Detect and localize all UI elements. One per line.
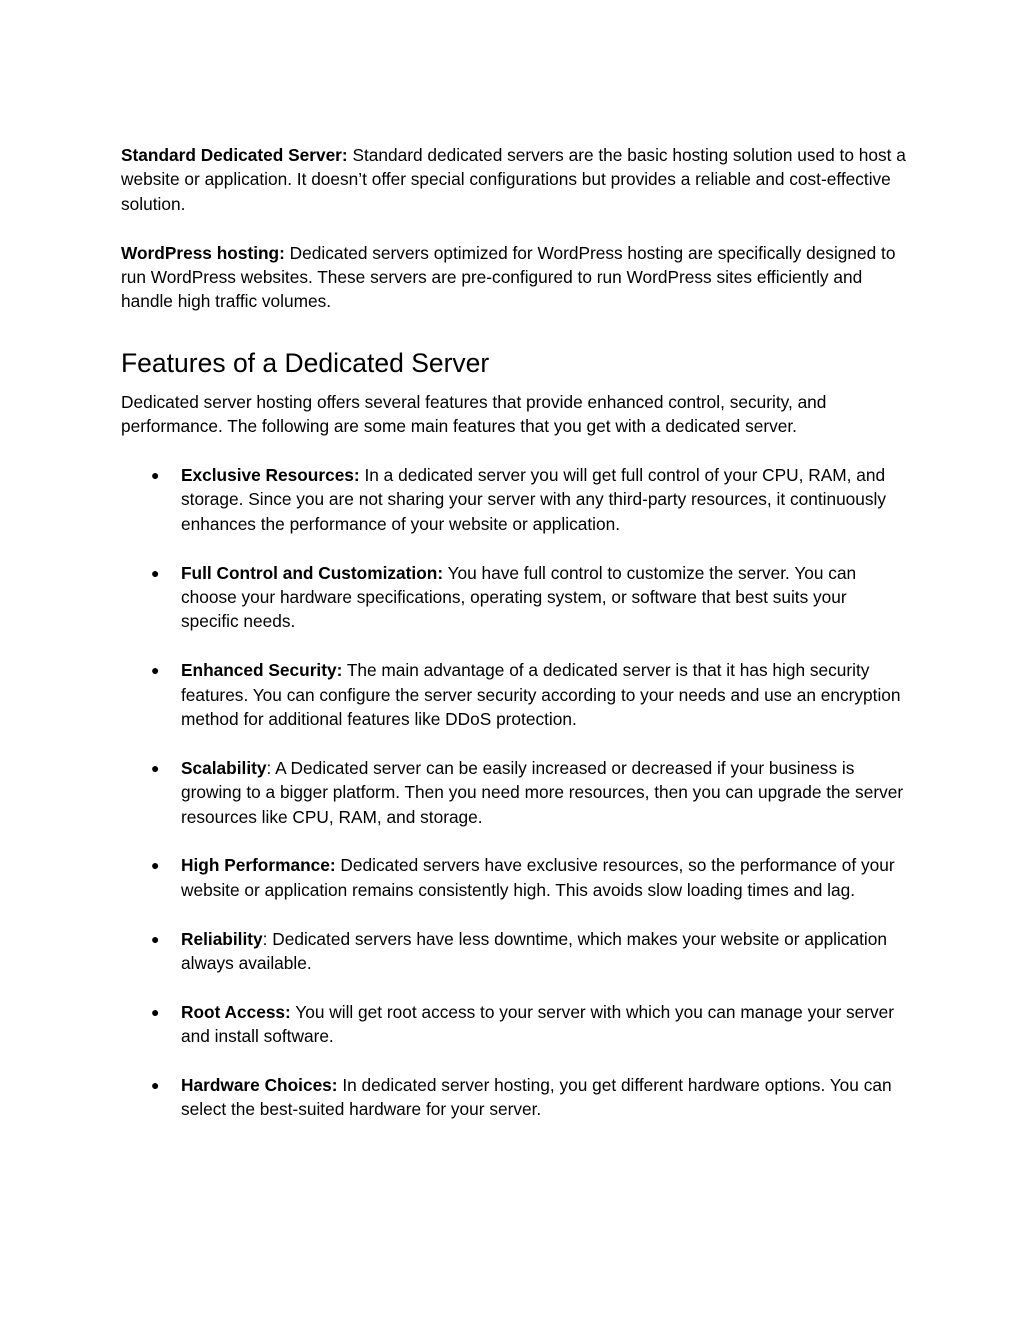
list-item: [121, 1073, 906, 1122]
section-heading: Features of a Dedicated Server: [121, 347, 490, 378]
feature-text: You have full control to customize the server. You can choose your hardware specifications, operating system, or software that best suits your specific needs.: [181, 562, 857, 632]
list-item: [121, 561, 906, 634]
feature-text: : Dedicated servers have less downtime, which makes your website or application always available.: [181, 928, 887, 974]
paragraph-text: Dedicated servers optimized for WordPress hosting are specifically designed to run WordPress websites. These servers are pre-configured to run WordPress sites efficiently and handle high traffic volumes.: [121, 242, 896, 312]
feature-term: Reliability: [181, 928, 263, 949]
features-list: [121, 463, 906, 1122]
document-page: [121, 143, 906, 1122]
feature-text: You will get root access to your server with which you can manage your server and install software.: [181, 1001, 895, 1047]
bullet-icon: ●: [151, 930, 160, 947]
feature-text: The main advantage of a dedicated server is that it has high security features. You can configure the server security according to your needs and use an encryption method for additional features like DDoS protection.: [181, 660, 901, 730]
list-item: [121, 658, 906, 731]
bullet-icon: ●: [151, 759, 160, 776]
bullet-icon: ●: [151, 1077, 160, 1094]
bullet-icon: ●: [151, 662, 160, 679]
feature-text: : A Dedicated server can be easily increased or decreased if your business is growing to a bigger platform. Then you need more resources, then you can upgrade the server resources like CPU, RAM, and storage.: [181, 757, 904, 827]
bullet-icon: ●: [151, 1003, 160, 1020]
bullet-icon: ●: [151, 467, 160, 484]
section-intro: Dedicated server hosting offers several features that provide enhanced control, security, and performance. The following are some main features that you get with a dedicated server.: [121, 391, 827, 437]
term-label: WordPress hosting:: [121, 242, 285, 263]
list-item: [121, 463, 906, 536]
paragraph-text: Standard dedicated servers are the basic hosting solution used to host a website or application. It doesn’t offer special configurations but provides a reliable and cost-effective solution.: [121, 145, 906, 214]
feature-term: Root Access:: [181, 1001, 291, 1022]
feature-term: Hardware Choices:: [181, 1075, 338, 1096]
feature-term: High Performance:: [181, 855, 336, 876]
feature-text: In a dedicated server you will get full control of your CPU, RAM, and storage. Since you are not sharing your server with any third-party resources, it continuously enhances the performance of your website or application.: [181, 465, 887, 534]
paragraph-standard-dedicated-server: [121, 143, 906, 216]
feature-text: Dedicated servers have exclusive resources, so the performance of your website or application remains consistently high. This avoids slow loading times and lag.: [181, 855, 895, 900]
feature-term: Scalability: [181, 757, 267, 778]
paragraph-wordpress-hosting: [121, 241, 906, 314]
feature-term: Exclusive Resources:: [181, 465, 360, 486]
bullet-icon: ●: [151, 857, 160, 874]
feature-term: Enhanced Security:: [181, 660, 343, 681]
list-item: [121, 756, 906, 829]
list-item: [121, 1000, 906, 1049]
term-label: Standard Dedicated Server:: [121, 145, 348, 165]
list-item: [121, 853, 906, 902]
list-item: [121, 927, 906, 976]
feature-term: Full Control and Customization:: [181, 562, 444, 583]
feature-text: In dedicated server hosting, you get different hardware options. You can select the best-suited hardware for your server.: [181, 1075, 892, 1120]
bullet-icon: ●: [151, 564, 160, 581]
